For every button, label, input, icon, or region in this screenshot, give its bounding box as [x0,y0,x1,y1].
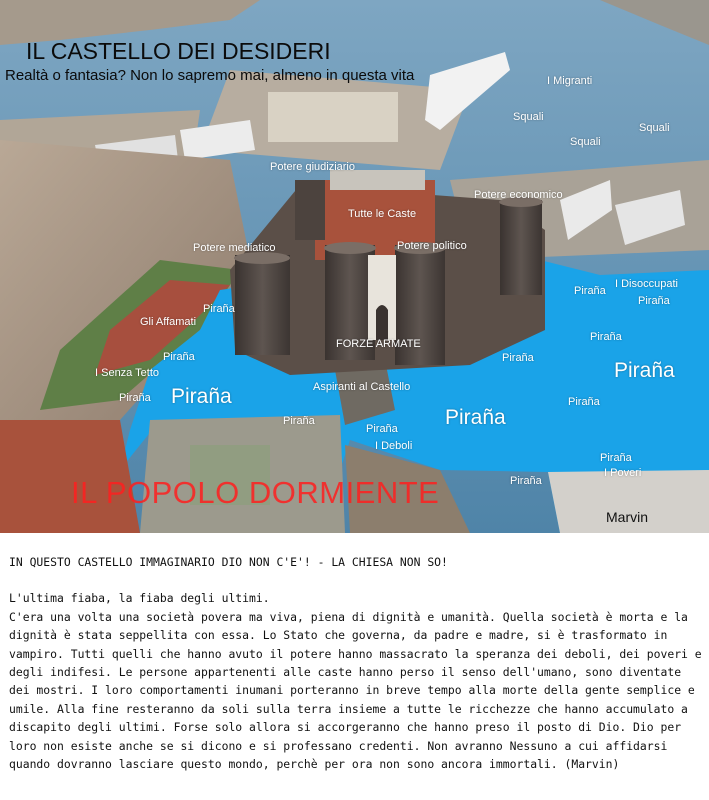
image-title: IL CASTELLO DEI DESIDERI [26,38,331,64]
label-squali: Squali [513,111,544,123]
label-deboli: I Deboli [375,440,413,452]
label-pirana: Piraña [568,396,600,408]
label-senza-tetto: I Senza Tetto [95,367,160,379]
story-body: C'era una volta una società povera ma viva, piena di dignità e umanità. Quella società è morta e la dignità è stata seppellita con essa. Lo Stato che governa, da padre e madre, si è trasformato in vampiro. Tutti quelli che hanno avuto il potere hanno massacrato la speranza dei deboli, dei poveri e degli indifesi. Le persone appartenenti alle caste hanno perso il senso dell'umano, sono diventate dei mostri. I loro comportamenti inumani porteranno in breve tempo alla morte della gente semplice e umile. Alla fine resteranno da soli sulla terra insieme a tutte le ricchezze che hanno accumulato a discapito degli ultimi. Forse solo allora si accorgeranno che hanno preso il posto di Dio. Dio per loro non esiste anche se si dicono e si professano credenti. Non avranno Nessuno a cui affidarsi quando dovranno lasciare questo mondo, perchè per ora non sono ancora immortali. (Marvin) [9,609,702,772]
label-potere-economico: Potere economico [474,189,563,201]
label-pirana: Piraña [283,415,315,427]
label-pirana: Piraña [600,452,632,464]
label-potere-giudiziario: Potere giudiziario [270,161,355,173]
label-aspiranti: Aspiranti al Castello [313,381,411,393]
label-tutte-le-caste: Tutte le Caste [348,208,417,220]
label-pirana: Piraña [119,392,151,404]
label-gli-affamati: Gli Affamati [140,316,197,328]
label-squali: Squali [639,122,670,134]
label-poveri: I Poveri [604,467,642,479]
story-intro: L'ultima fiaba, la fiaba degli ultimi. [9,591,270,606]
label-pirana: Piraña [590,331,622,343]
label-pirana: Piraña [502,352,534,364]
label-pirana: Piraña [510,475,542,487]
label-potere-politico: Potere politico [397,240,467,252]
story-heading: IN QUESTO CASTELLO IMMAGINARIO DIO NON C'E'! - LA CHIESA NON SO! [9,555,448,569]
label-pirana: Piraña [574,285,606,297]
label-forze-armate: FORZE ARMATE [336,338,421,350]
image-subtitle: Realtà o fantasia? Non lo sapremo mai, almeno in questa vita [5,67,415,84]
story-text [9,553,704,773]
label-pirana-big: Piraña [445,406,506,429]
label-pirana: Piraña [638,295,670,307]
label-pirana-big: Piraña [614,359,675,382]
label-squali: Squali [570,136,601,148]
label-migranti: I Migranti [547,75,593,87]
label-pirana: Piraña [366,423,398,435]
popolo-dormiente-label: IL POPOLO DORMIENTE [71,475,440,510]
signature: Marvin [606,509,649,525]
label-pirana: Piraña [203,303,235,315]
label-potere-mediatico: Potere mediatico [193,242,276,254]
label-disoccupati: I Disoccupati [615,278,678,290]
label-pirana: Piraña [163,351,195,363]
label-pirana-big: Piraña [171,385,232,408]
